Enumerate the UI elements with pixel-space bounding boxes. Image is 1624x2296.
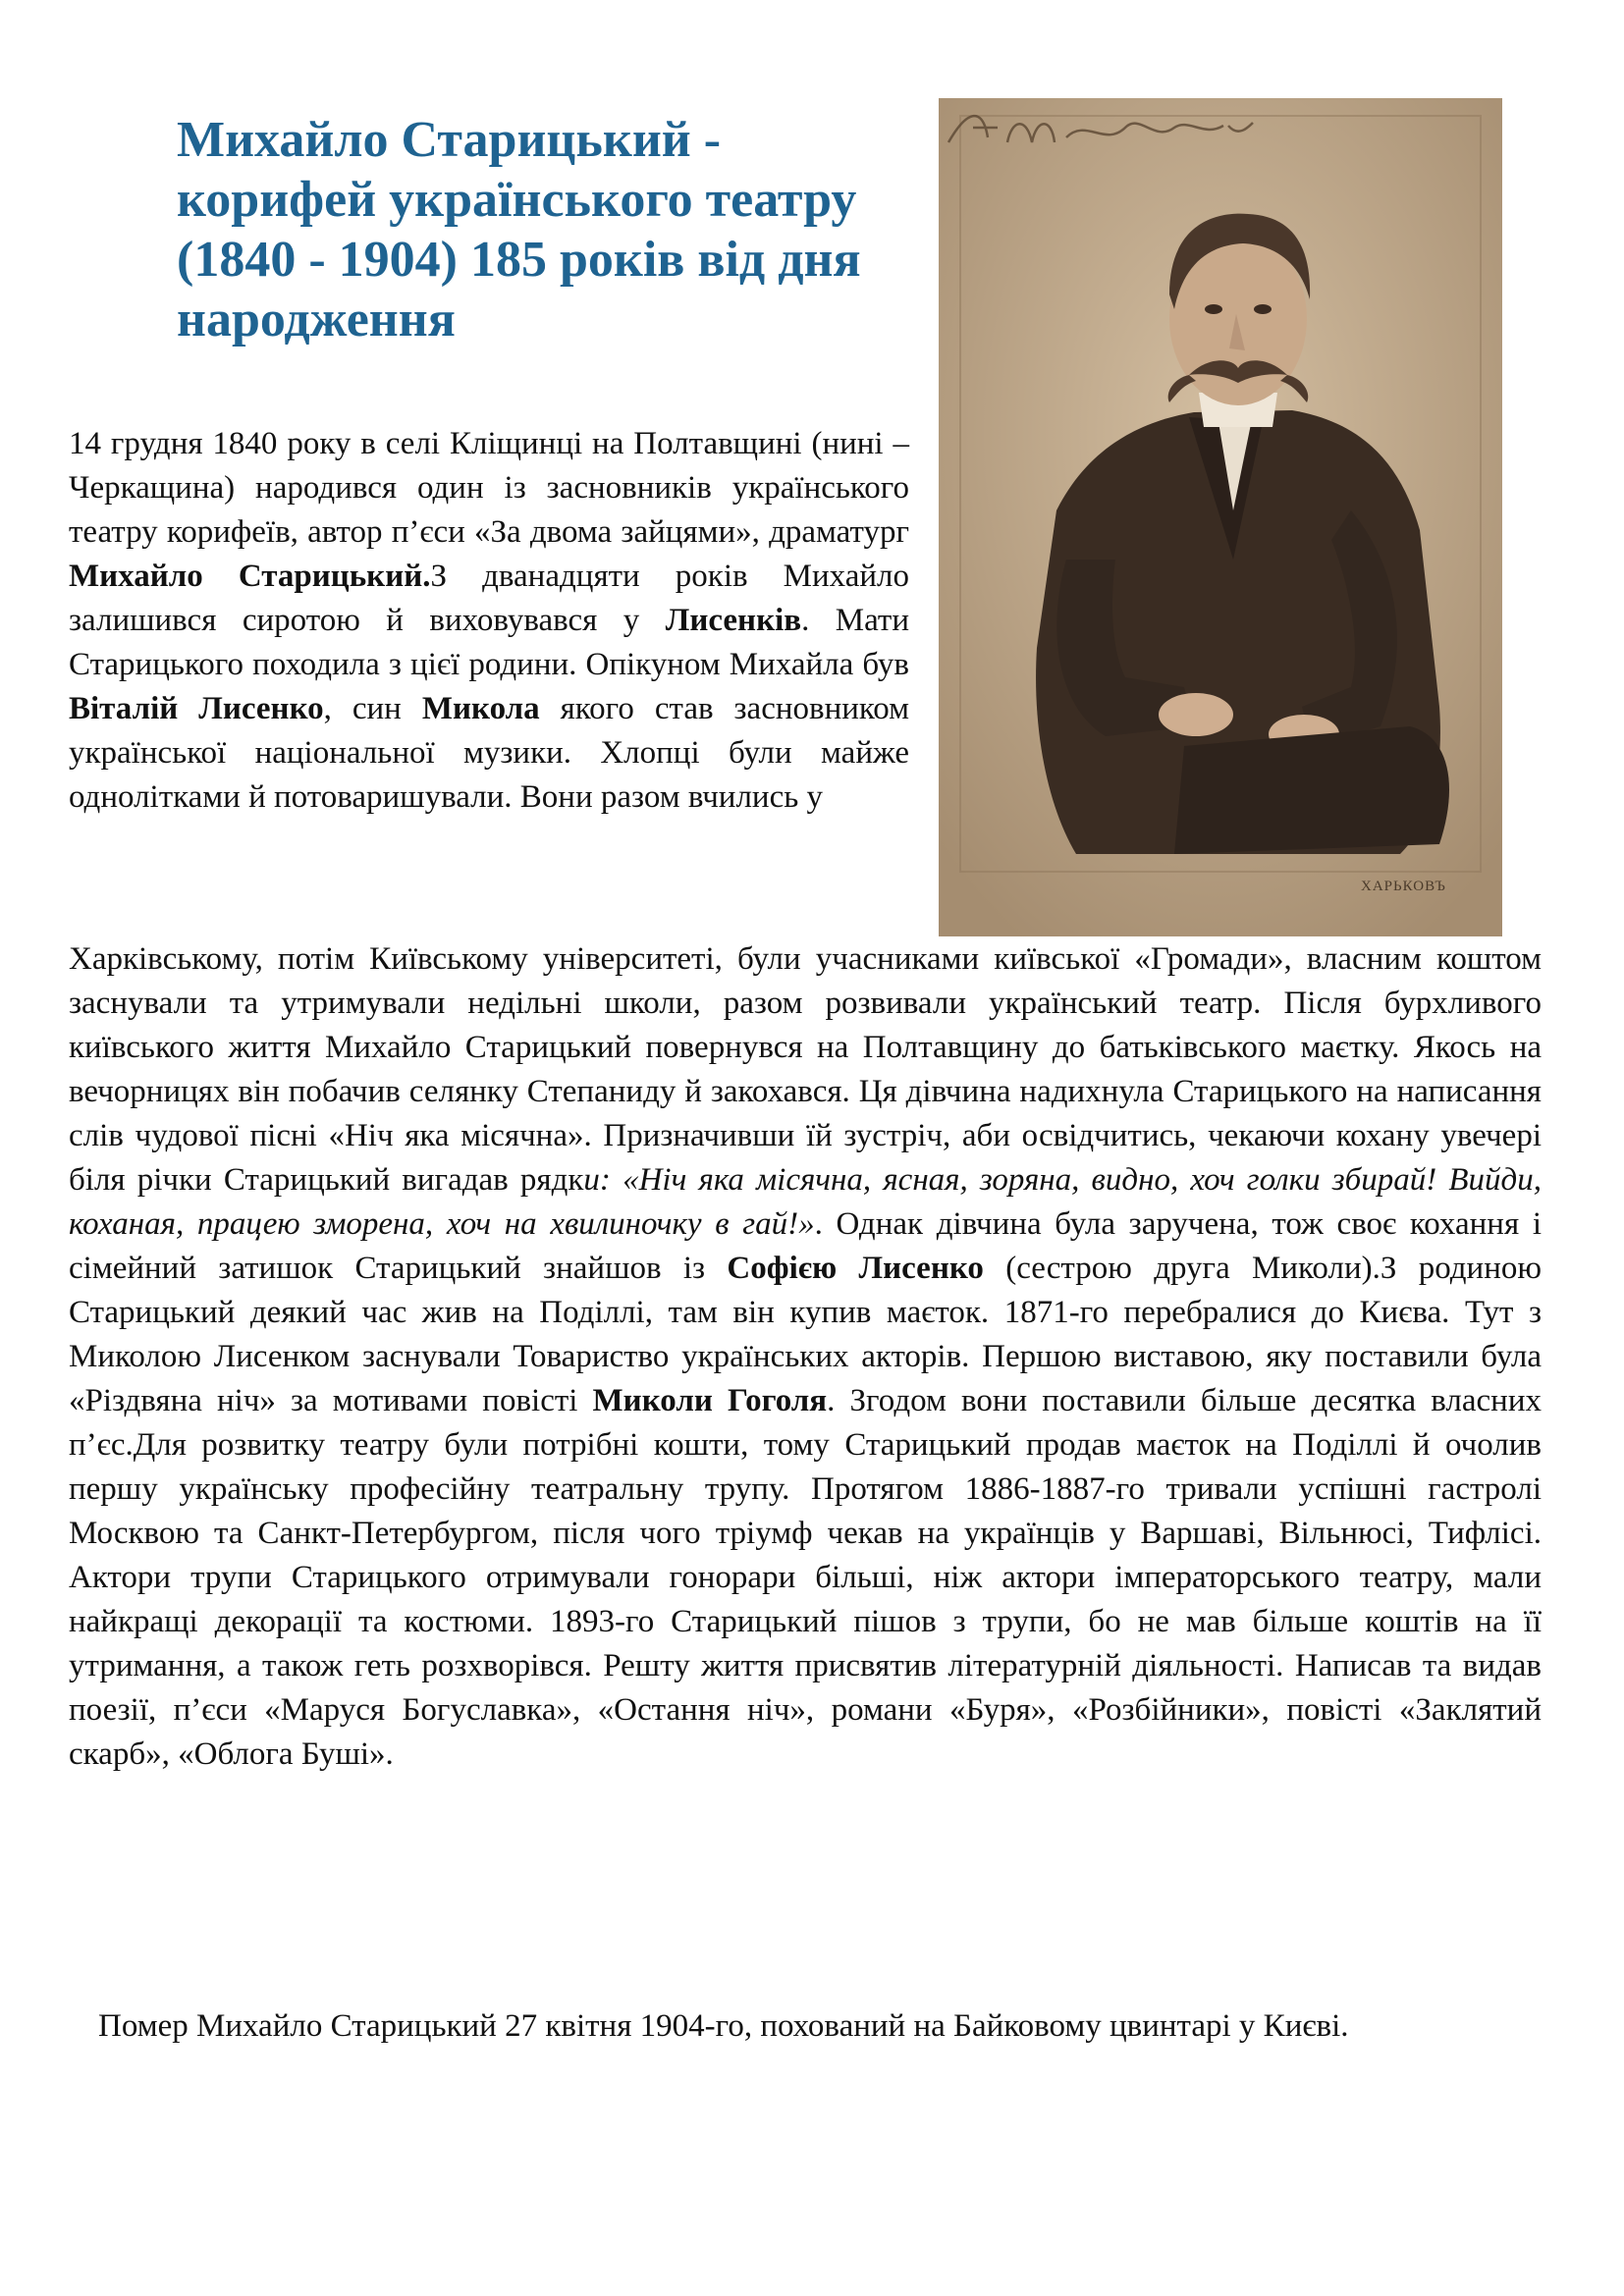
photographer-signature [939, 98, 1263, 157]
lead-text-run: З дванадцяти років Михайло залишився сиротою й виховувався у [69, 559, 910, 638]
rest-text-run: . Згодом вони поставили більше десятка власних п’єс.Для розвитку театру були потрібні кошти, тому Старицький продав маєток на Поділлі й очолив першу українську професійну театральну трупу. Протягом 1886-1887-го тривали успішні гастролі Москвою та Санкт-Петербургом, після чого тріумф чекав на українців у Варшаві, Вільнюсі, Тифлісі. Актори трупи Старицького отримували гонорари більші, ніж актори імператорського театру, мали найкращі декорації та костюми. 1893-го Старицький пішов з трупи, бо не мав більше коштів на її утримання, а також геть розхворівся. Решту життя присвятив літературній діяльності. Написав та видав поезії, п’єси «Маруся Богуславка», «Остання ніч», романи «Буря», «Розбійники», повісті «Заклятий скарб», «Облога Буші». [69, 1383, 1542, 1772]
lead-text-run: Михайло Старицький. [69, 559, 431, 594]
lead-text-run: якого став засновником української національної музики. Хлопці були майже однолітками й потоваришували. Вони разом вчились у [69, 691, 910, 815]
rest-text-run: Харківському, потім Київському університеті, були учасниками київської «Громади», власним коштом заснували та утримували недільні школи, разом розвивали український театр. Після бурхливого київського життя Михайло Старицький повернувся на Полтавщину до батьківського маєтку. Якось на вечорницях він побачив селянку Степаниду й закохався. Ця дівчина надихнула Старицького на написання слів чудової пісні «Ніч яка місячна». Призначивши їй зустріч, аби освідчитись, чекаючи кохану увечері біля річки Старицький вигадав рядк [69, 941, 1542, 1198]
lead-paragraph [69, 422, 909, 820]
lead-text-run: . Мати Старицького походила з цієї родини. Опікуном Михайла був [69, 603, 909, 682]
rest-text-run: и: «Ніч яка місячна, ясная, зоряна, видно, хоч голки збирай! Вийди, коханая, працею зморена, хоч на хвилиночку в гай!» [69, 1162, 1542, 1242]
lead-text-run: , син [323, 691, 422, 726]
page-title: Михайло Старицький - корифей українського театру (1840 - 1904) 185 років від дня народження [177, 112, 861, 347]
lead-text-run: Лисенків [665, 603, 802, 638]
lead-text-run: Віталій Лисенко [69, 691, 324, 726]
lead-text-run: 14 грудня 1840 року в селі Кліщинці на Полтавщині (нині – Черкащина) народився один із засновників українського театру корифеїв, автор п’єси «За двома зайцями», драматург [69, 426, 909, 550]
rest-text-run: Миколи Гоголя [592, 1383, 828, 1418]
portrait-illustration [939, 98, 1502, 936]
rest-text-run: . Однак дівчина була заручена, тож своє кохання і сімейний затишок Старицький знайшов із [69, 1206, 1542, 1286]
rest-text-run: (сестрою друга Миколи).З родиною Старицький деякий час жив на Поділлі, там він купив маєток. 1871-го перебралися до Києва. Тут з Миколою Лисенком заснували Товариство українських акторів. Першою виставою, яку поставили була «Різдвяна ніч» за мотивами повісті [69, 1251, 1543, 1418]
photo-place-label: ХАРЬКОВЪ [1361, 879, 1446, 894]
rest-text-run: Софією Лисенко [727, 1251, 984, 1286]
main-paragraph [69, 937, 1542, 1777]
closing-paragraph: Помер Михайло Старицький 27 квітня 1904-го, похований на Байковому цвинтарі у Києві. [98, 2008, 1349, 2044]
lead-text-run: Микола [421, 691, 540, 726]
portrait-photo [939, 98, 1502, 936]
